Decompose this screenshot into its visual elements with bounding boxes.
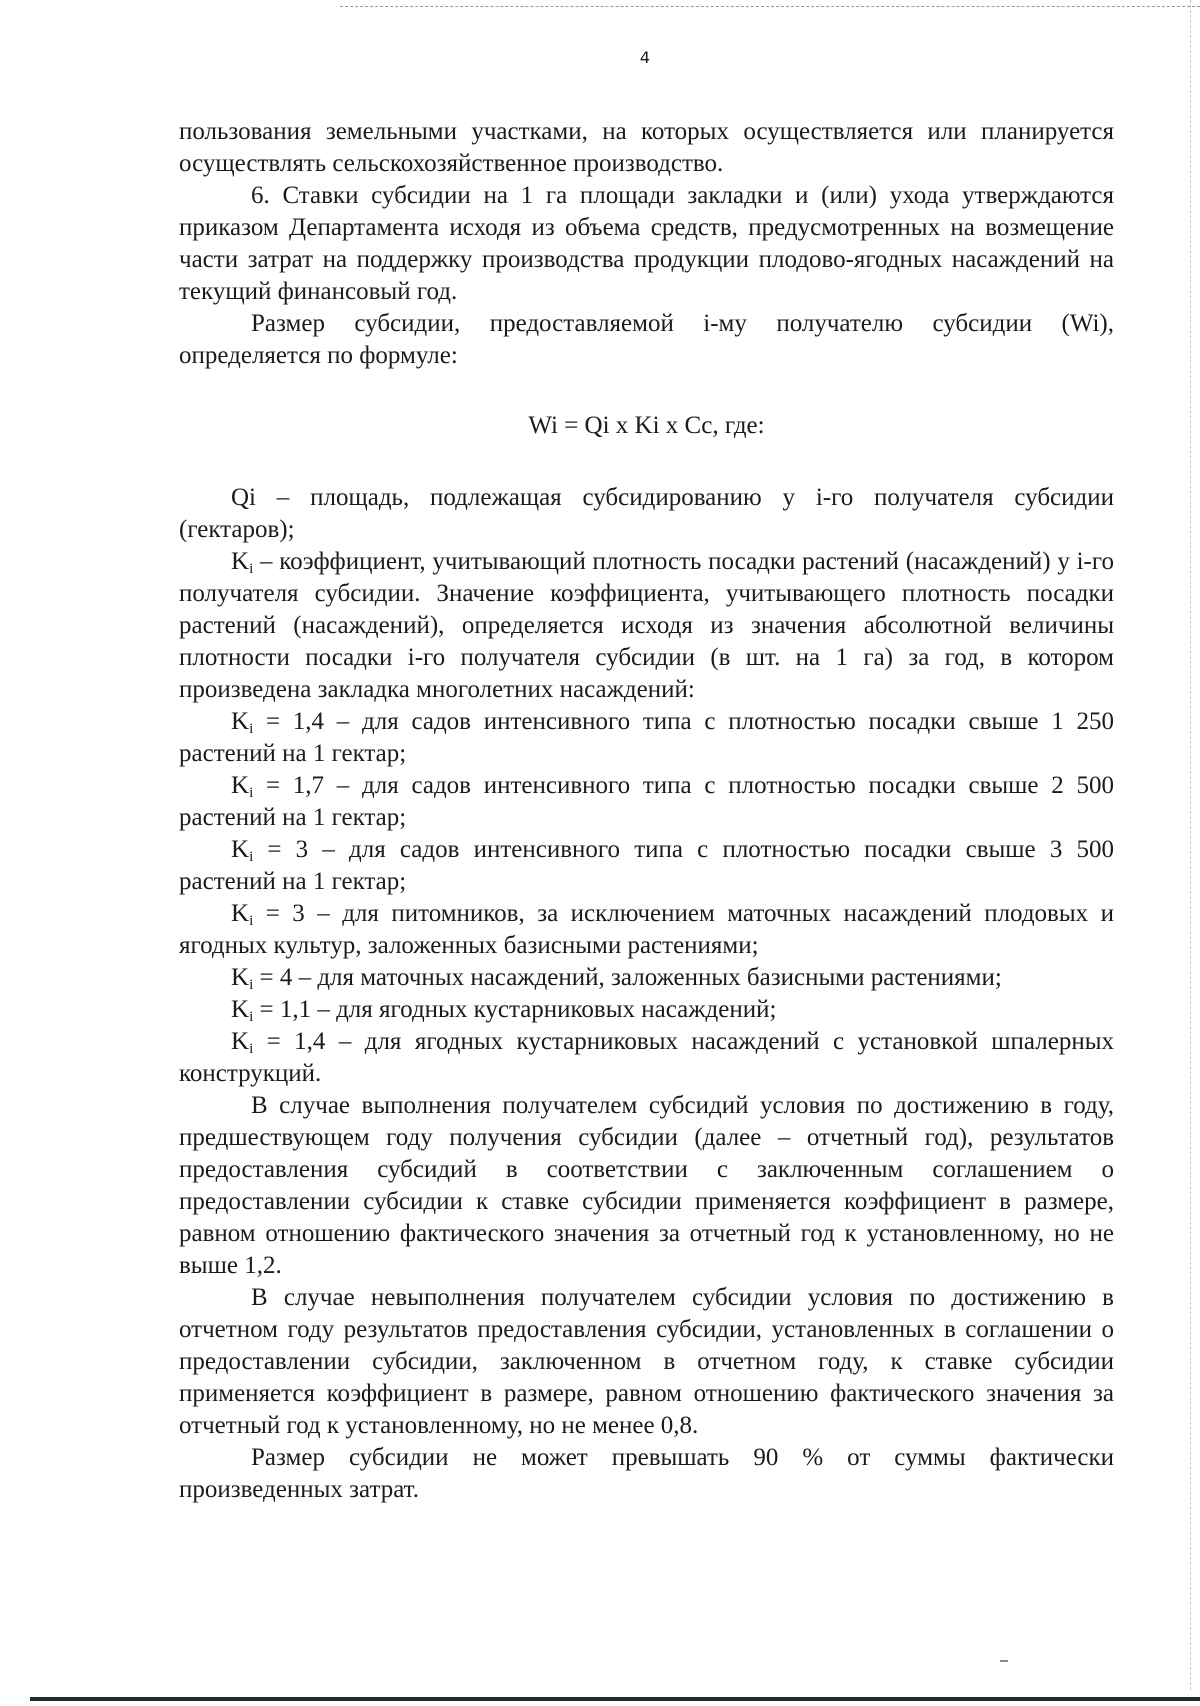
k-item: $K_i = 1,4$ – для ягодных кустарниковых насаждений с установкой шпалерных конструкций. [179,1028,1114,1087]
k-item: $K_i = 3$ – для питомников, за исключением маточных насаждений плодовых и ягодных культур, заложенных базисными растениями; [179,900,1114,959]
k-item: $K_i = 4$ – для маточных насаждений, заложенных базисными растениями; [231,964,1002,993]
scan-bottom-border [30,1697,1200,1701]
scan-speck [1000,1660,1008,1662]
k-item: $K_i = 1,1$ – для ягодных кустарниковых насаждений; [231,996,777,1025]
k-item: $K_i = 1,7$ – для садов интенсивного типа с плотностью посадки свыше 2 500 растений на 1 гектар; [179,772,1114,831]
paragraph-coefficient-increase: В случае выполнения получателем субсидий условия по достижению в году, предшествующем году получения субсидии (далее – отчетный год), результатов предоставления субсидий в соответствии с заключенным соглашением о предоставлении субсидии к ставке субсидии применяется коэффициент в размере, равном отношению фактического значения за отчетный год к установленному, но не выше 1,2. [179,1092,1114,1279]
ki-symbol: K [231,548,250,575]
scan-top-border [340,6,1200,7]
document-body [179,116,1114,1506]
page-number: 4 [639,48,651,67]
formula: Wi = Qi x Ki x Cc, где: [528,412,765,439]
ki-subscript: i [249,561,254,577]
paragraph-subsidy-limit: Размер субсидии не может превышать 90 % от суммы фактически произведенных затрат. [179,1444,1114,1503]
paragraph-land-use: пользования земельными участками, на которых осуществляется или планируется осуществлять сельскохозяйственное производство. [179,118,1114,177]
ki-definition-text: – коэффициент, учитывающий плотность посадки растений (насаждений) у i-го получателя субсидии. Значение коэффициента, учитывающего плотность посадки растений (насаждений), определяется исходя из значения абсолютной величины плотности посадки i-го получателя субсидии (в шт. на 1 га) за год, в котором произведена закладка многолетних насаждений: [179,548,1114,703]
paragraph-ki-definition [179,546,1114,706]
k-item: $K_i = 1,4$ – для садов интенсивного типа с плотностью посадки свыше 1 250 растений на 1 гектар; [179,708,1114,767]
paragraph-subsidy-size: Размер субсидии, предоставляемой i-му получателю субсидии (Wi), определяется по формуле: [179,310,1114,369]
paragraph-coefficient-decrease: В случае невыполнения получателем субсидии условия по достижению в отчетном году результатов предоставления субсидии, установленных в соглашении о предоставлении субсидии, заключенном в отчетном году, к ставке субсидии применяется коэффициент в размере, равном отношению фактического значения за отчетный год к установленному, но не менее 0,8. [179,1284,1114,1439]
paragraph-item-6: 6. Ставки субсидии на 1 га площади закладки и (или) ухода утверждаются приказом Департамента исходя из объема средств, предусмотренных на возмещение части затрат на поддержку производства продукции плодово-ягодных насаждений на текущий финансовый год. [179,182,1114,305]
scan-right-border [1190,0,1191,1690]
k-item: $K_i = 3$ – для садов интенсивного типа с плотностью посадки свыше 3 500 растений на 1 гектар; [179,836,1114,895]
paragraph-qi-definition: Qi – площадь, подлежащая субсидированию у i-го получателя субсидии (гектаров); [179,484,1114,543]
